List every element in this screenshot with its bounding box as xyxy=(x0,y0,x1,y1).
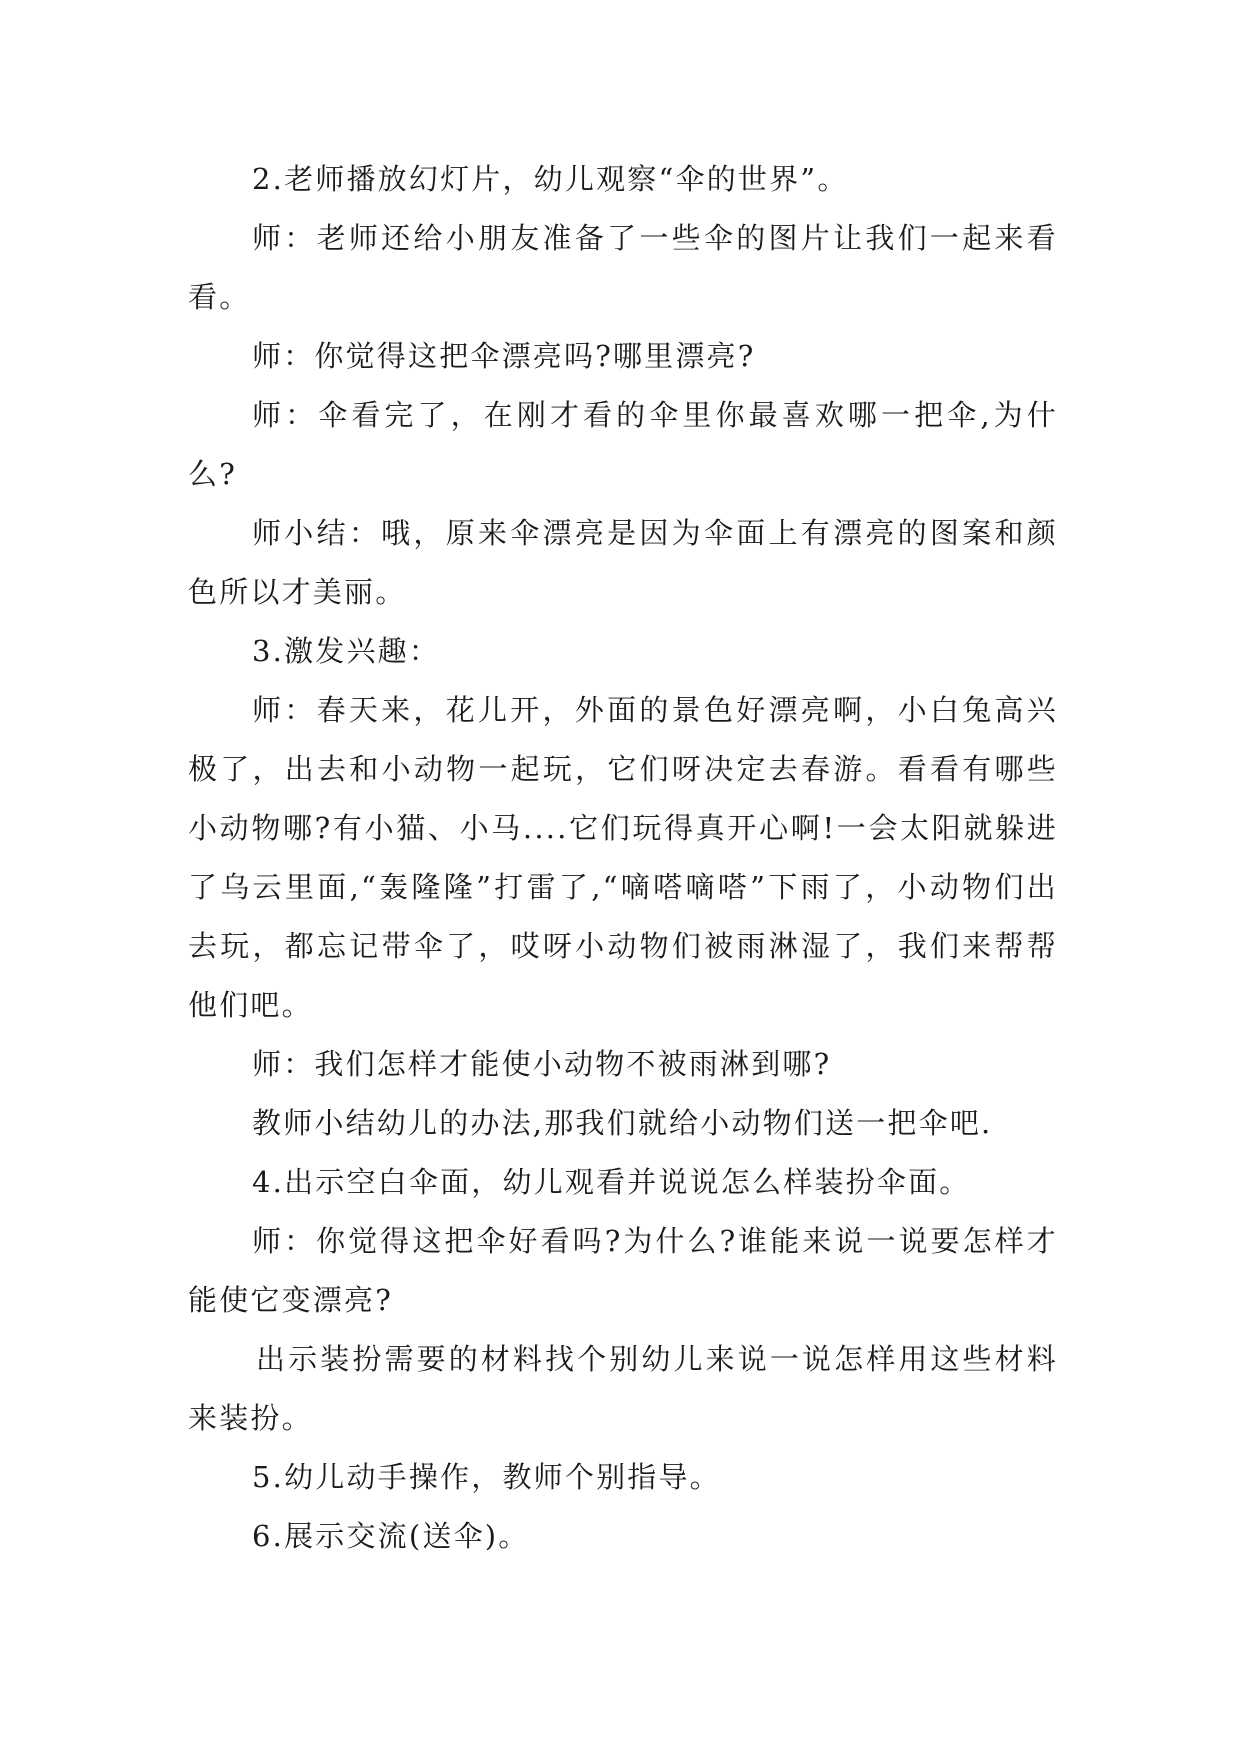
paragraph: 师：我们怎样才能使小动物不被雨淋到哪? xyxy=(252,1047,832,1081)
document-body xyxy=(188,150,1058,1566)
paragraph: 4.出示空白伞面，幼儿观看并说说怎么样装扮伞面。 xyxy=(252,1165,971,1199)
paragraph: 师：伞看完了，在刚才看的伞里你最喜欢哪一把伞,为什么? xyxy=(188,398,1058,491)
paragraph: 师：老师还给小朋友准备了一些伞的图片让我们一起来看看。 xyxy=(188,221,1058,314)
paragraph: 师：你觉得这把伞漂亮吗?哪里漂亮? xyxy=(252,339,756,373)
paragraph: 师小结：哦，原来伞漂亮是因为伞面上有漂亮的图案和颜色所以才美丽。 xyxy=(188,516,1058,609)
paragraph: 2.老师播放幻灯片，幼儿观察“伞的世界”。 xyxy=(252,162,849,196)
paragraph: 教师小结幼儿的办法,那我们就给小动物们送一把伞吧. xyxy=(252,1106,993,1140)
paragraph: 师：春天来，花儿开，外面的景色好漂亮啊，小白兔高兴极了，出去和小动物一起玩，它们呀决定去春游。看看有哪些小动物哪?有小猫、小马....它们玩得真开心啊!一会太阳就躲进了乌云里面,“轰隆隆”打雷了,“嘀嗒嘀嗒”下雨了，小动物们出去玩，都忘记带伞了，哎呀小动物们被雨淋湿了，我们来帮帮他们吧。 xyxy=(188,693,1058,1022)
paragraph: 5.幼儿动手操作，教师个别指导。 xyxy=(252,1460,721,1494)
paragraph: 3.激发兴趣： xyxy=(252,634,441,668)
paragraph: 6.展示交流(送伞)。 xyxy=(252,1519,530,1553)
paragraph: 出示装扮需要的材料找个别幼儿来说一说怎样用这些材料来装扮。 xyxy=(188,1342,1058,1435)
paragraph: 师：你觉得这把伞好看吗?为什么?谁能来说一说要怎样才能使它变漂亮? xyxy=(188,1224,1058,1317)
